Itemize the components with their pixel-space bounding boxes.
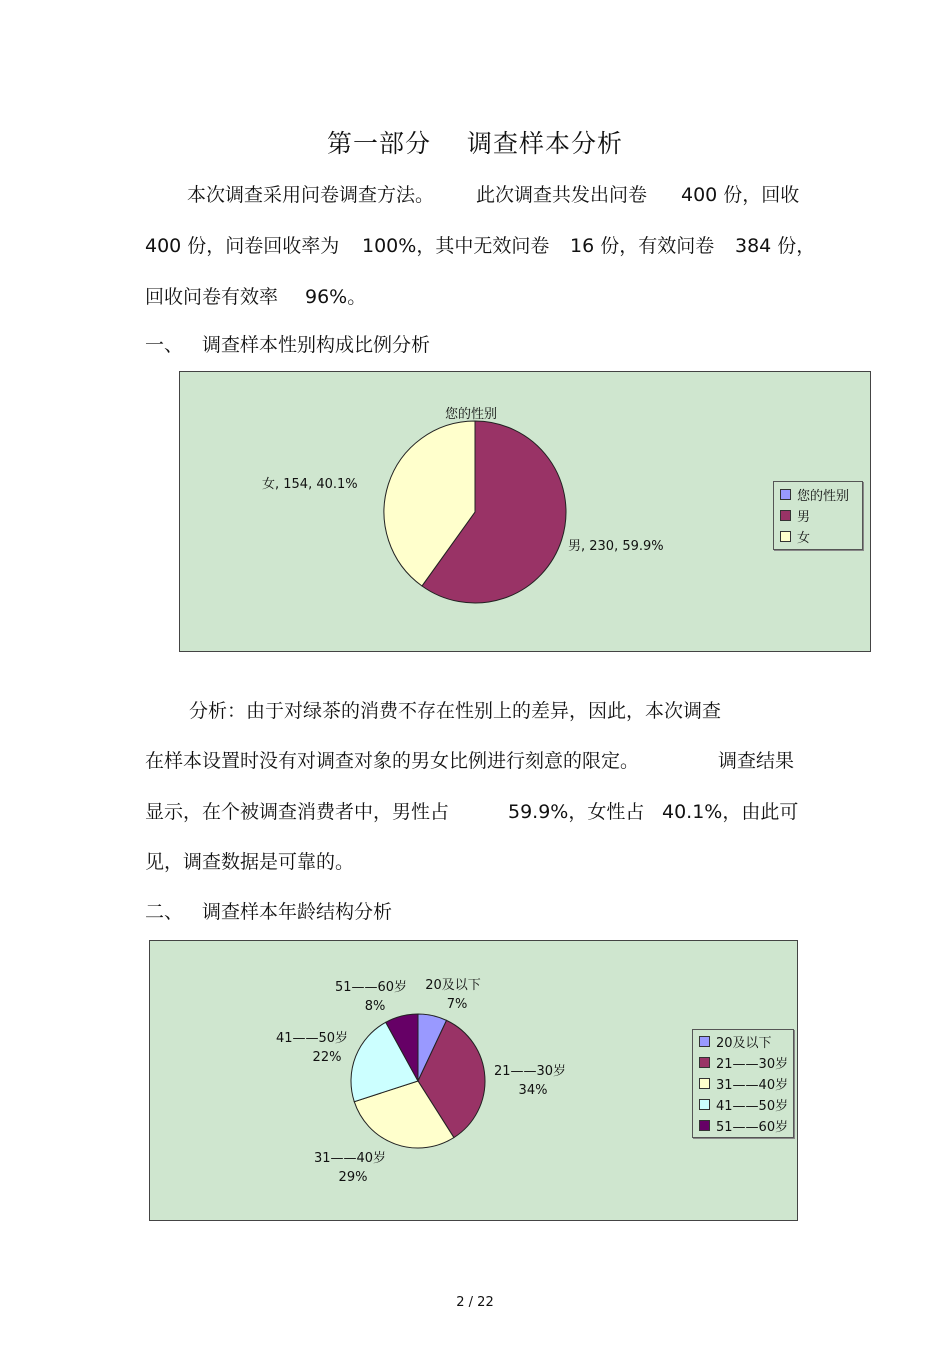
legend-label: 51——60岁 [716, 1120, 789, 1135]
slice-label-percent: 7% [446, 997, 468, 1012]
gender-chart [179, 371, 871, 652]
intro-line2a: 400 份，问卷回收率为 [145, 235, 340, 257]
legend-swatch [699, 1057, 710, 1068]
legend-swatch [699, 1078, 710, 1089]
slice-label-percent: 8% [364, 999, 386, 1014]
analysis-line2a: 在样本设置时没有对调查对象的男女比例进行刻意的限定。 [145, 750, 640, 772]
slice-label-name: 21——30岁 [493, 1064, 567, 1079]
legend-item [699, 1094, 787, 1115]
legend-swatch [699, 1120, 710, 1131]
gender-legend [773, 481, 863, 550]
intro-line1c: 400 份，回收 [681, 184, 800, 206]
title-part: 第一部分 [326, 129, 431, 158]
legend-swatch [780, 489, 791, 500]
intro-line2d: 384 份， [735, 235, 816, 257]
slice-label-male: 男, 230, 59.9% [568, 539, 664, 554]
slice-label-name: 51——60岁 [334, 980, 408, 995]
section1-text: 调查样本性别构成比例分析 [202, 334, 431, 356]
analysis-line3b: 59.9%，女性占 [508, 801, 645, 823]
legend-swatch [780, 510, 791, 521]
analysis-line3c: 40.1%，由此可 [662, 801, 799, 823]
legend-item [699, 1115, 787, 1136]
title-main: 调查样本分析 [467, 129, 624, 158]
legend-label: 31——40岁 [716, 1078, 789, 1093]
legend-label: 女 [797, 531, 811, 546]
legend-item [780, 505, 856, 526]
intro-line1a: 本次调查采用问卷调查方法。 [187, 184, 435, 206]
legend-label: 21——30岁 [716, 1057, 789, 1072]
legend-item [699, 1031, 787, 1052]
age-chart [149, 940, 798, 1221]
legend-item [699, 1073, 787, 1094]
intro-line3b: 96%。 [305, 286, 367, 308]
age-legend [692, 1029, 794, 1138]
slice-label-female: 女, 154, 40.1% [262, 477, 358, 492]
section2-text: 调查样本年龄结构分析 [202, 901, 393, 923]
analysis-line3a: 显示，在个被调查消费者中，男性占 [145, 801, 450, 823]
slice-label-name: 31——40岁 [313, 1151, 387, 1166]
intro-line2c: 16 份，有效问卷 [570, 235, 715, 257]
legend-label: 41——50岁 [716, 1099, 789, 1114]
slice-label-percent: 34% [518, 1083, 548, 1098]
gender-pie-svg [180, 372, 872, 653]
section2-heading [145, 897, 392, 924]
page-number: 2 / 22 [456, 1295, 494, 1310]
legend-item [780, 484, 856, 505]
slice-label-percent: 29% [338, 1170, 368, 1185]
legend-label: 男 [797, 510, 811, 525]
analysis-line1: 分析：由于对绿茶的消费不存在性别上的差异，因此，本次调查 [189, 700, 722, 722]
page-title [0, 124, 950, 160]
section2-number: 二、 [145, 901, 184, 923]
slice-label-name: 20及以下 [425, 978, 481, 993]
legend-swatch [699, 1036, 710, 1047]
analysis-line2b: 调查结果 [718, 750, 795, 772]
legend-label: 您的性别 [797, 489, 850, 504]
slice-label-percent: 22% [312, 1050, 342, 1065]
legend-label: 20及以下 [716, 1036, 772, 1051]
intro-line2b: 100%，其中无效问卷 [362, 235, 550, 257]
pie-title: 您的性别 [444, 407, 498, 422]
section1-heading [145, 330, 430, 357]
section1-number: 一、 [145, 334, 184, 356]
legend-item [780, 526, 856, 547]
legend-item [699, 1052, 787, 1073]
legend-swatch [699, 1099, 710, 1110]
intro-line1b: 此次调查共发出问卷 [476, 184, 648, 206]
legend-swatch [780, 531, 791, 542]
analysis-line4: 见，调查数据是可靠的。 [145, 851, 355, 873]
intro-line3a: 回收问卷有效率 [145, 286, 279, 308]
slice-label-name: 41——50岁 [275, 1031, 349, 1046]
